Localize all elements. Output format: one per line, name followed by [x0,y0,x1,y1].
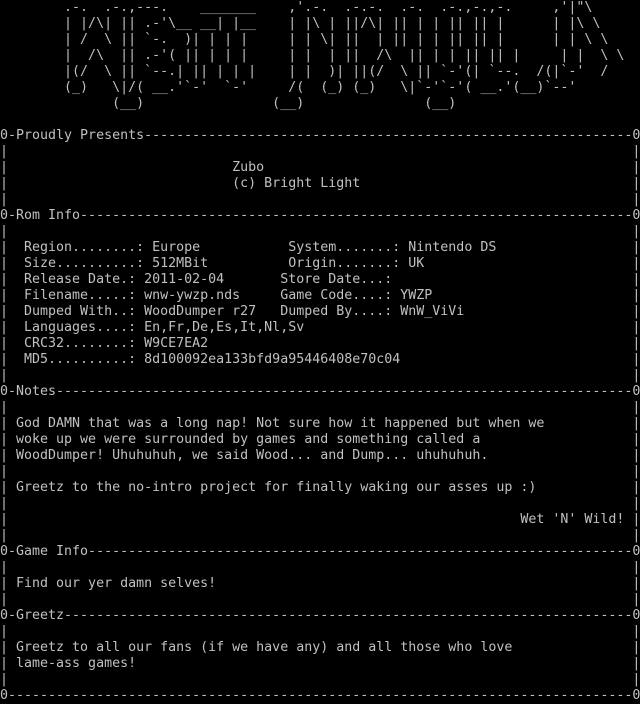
logo-line: (_) \|/( __.'`-' `-' /( (_) (_) \|`-'`-'( __.'(__)`--' [0,80,577,95]
section-header-game-info: 0-Game Info--------------------------------------------------------------------0 [0,544,640,559]
rom-row: | MD5..........: 8d100092ea133bfd9a95446408e70c04 | [0,352,640,367]
rom-row: | Release Date.: 2011-02-04 Store Date...: | [0,272,640,287]
presents-title: | Zubo | [0,160,640,175]
logo-line: (__) (__) (__) [0,96,457,111]
section-header-presents: 0-Proudly Presents-------------------------------------------------------------0 [0,128,640,143]
presents-credit: | (c) Bright Light | [0,176,640,191]
logo-line: | |/\| || .-'\__ __| |__ | |\ | ||/\| || | | || || | | |\ \ [0,16,601,31]
blank: | | [0,400,640,415]
logo-line: | / \ || `-. )| | | | | | \| || | || | | || || | | | \ \ [0,32,609,47]
section-header-notes: 0-Notes------------------------------------------------------------------------0 [0,384,640,399]
greetz-line: | lame-ass games! | [0,656,640,671]
greetz-line: | Greetz to all our fans (if we have any) and all those who love | [0,640,640,655]
rom-row: | Size..........: 512MBit Origin.......: UK | [0,256,640,271]
game-info-line: | Find our yer damn selves! | [0,576,640,591]
footer-border: 0------------------------------------------------------------------------------0 [0,688,640,703]
blank: | | [0,624,640,639]
rom-row: | Filename.....: wnw-ywzp.nds Game Code....: YWZP | [0,288,640,303]
section-header-rom-info: 0-Rom Info---------------------------------------------------------------------0 [0,208,640,223]
rom-row: | Region........: Europe System.......: Nintendo DS | [0,240,640,255]
notes-line: | woke up we were surrounded by games and something called a | [0,432,640,447]
notes-line: | God DAMN that was a long nap! Not sure how it happened but when we | [0,416,640,431]
rom-row: | CRC32........: W9CE7EA2 | [0,336,640,351]
blank: | | [0,592,640,607]
logo-line: .-. .-.,---. _______ ,'.-. .-.-. .-. .-.,-.,-. ,'|"\ [0,0,593,15]
blank: | | [0,560,640,575]
blank: | | [0,672,640,687]
blank: | | [0,464,640,479]
logo-line: | /\ || .-'( || | | | | | | || /\ || | | || || | | | \ \ [0,48,625,63]
logo-line: |(/ \ || `--.| || | | | | | )| ||(/ \ || `-'(| `--. /(|`-' / [0,64,609,79]
notes-signoff: | Wet 'N' Wild! | [0,512,640,527]
notes-line: | WoodDumper! Uhuhuhuh, we said Wood... and Dump... uhuhuhuh. | [0,448,640,463]
spacer [0,112,640,128]
blank: | | [0,528,640,543]
blank: | | [0,144,640,159]
blank: | | [0,496,640,511]
blank: | | [0,192,640,207]
blank: | | [0,224,640,239]
blank: | | [0,368,640,383]
notes-line: | Greetz to the no-intro project for finally waking our asses up :) | [0,480,640,495]
section-header-greetz: 0-Greetz-----------------------------------------------------------------------0 [0,608,640,623]
rom-row: | Dumped With..: WoodDumper r27 Dumped By....: WnW_ViVi | [0,304,640,319]
rom-row: | Languages....: En,Fr,De,Es,It,Nl,Sv | [0,320,640,335]
